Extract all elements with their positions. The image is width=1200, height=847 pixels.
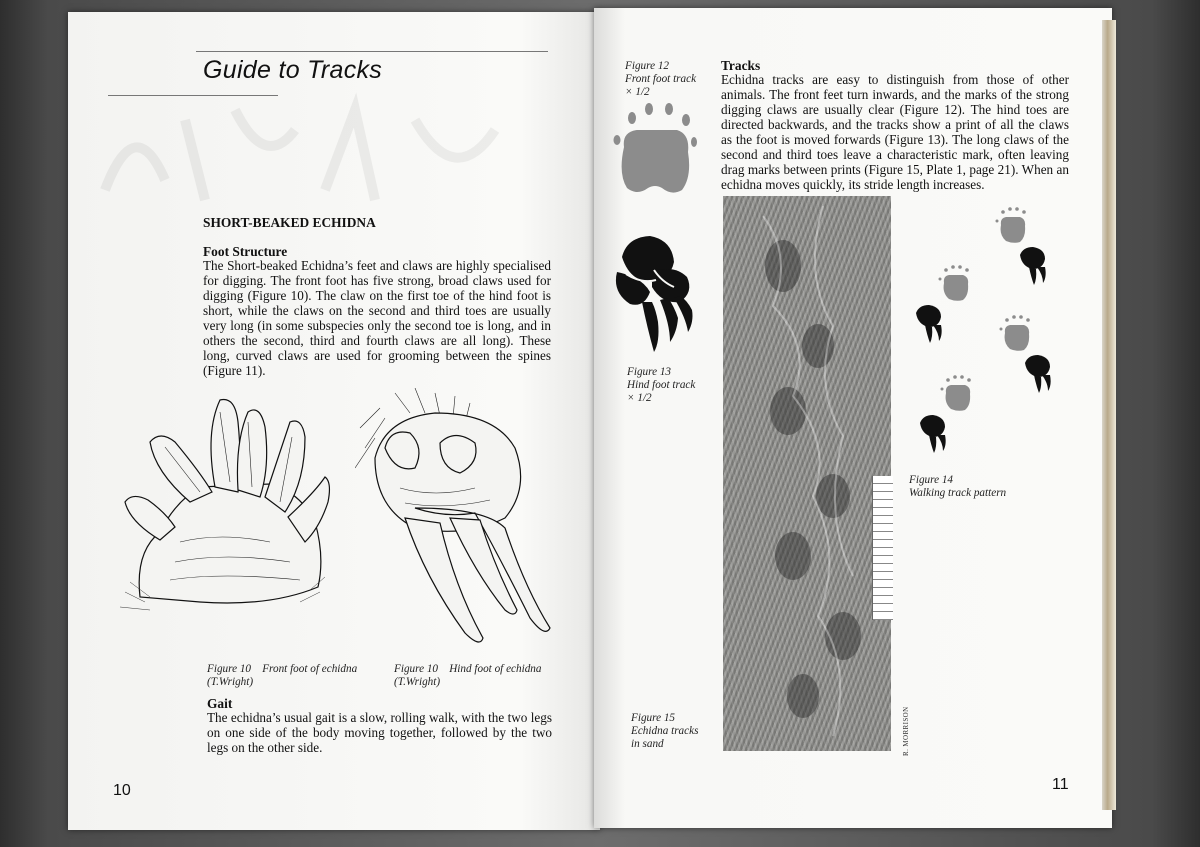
- caption-figure-number: Figure 14: [909, 474, 954, 486]
- caption-title: Walking track pattern: [909, 487, 1007, 499]
- hind-print-2: [916, 305, 942, 343]
- caption-title-cont: in sand: [631, 738, 664, 750]
- caption-figure-number: Figure 12: [625, 60, 670, 72]
- book-edge: [1102, 20, 1116, 810]
- caption-scale: × 1/2: [625, 86, 650, 98]
- page-number-right: 11: [1052, 776, 1069, 793]
- front-print-3: [1000, 315, 1030, 351]
- caption-credit: (T.Wright): [207, 676, 254, 688]
- photo-credit: R. MORRISON: [902, 706, 910, 756]
- hind-foot-track-print: [612, 232, 696, 354]
- sand-track-marks: [723, 196, 891, 751]
- figure-10-hind-caption: [394, 663, 542, 689]
- page-header-title: Guide to Tracks: [203, 56, 383, 84]
- front-print-1: [996, 207, 1026, 243]
- caption-line: Figure 10 Hind foot of echidna: [394, 663, 542, 675]
- page-number-left: 10: [113, 782, 131, 799]
- caption-title: Front foot track: [625, 73, 697, 85]
- gait-text: The echidna’s usual gait is a slow, rolling walk, with the two legs on one side of the body moving together, followed by the two legs on the other side.: [207, 710, 552, 755]
- caption-credit: (T.Wright): [394, 676, 441, 688]
- hind-foot-illustration: [355, 388, 555, 650]
- figure-13-caption: [627, 366, 695, 405]
- caption-title: Echidna tracks: [631, 725, 699, 737]
- front-print-4: [941, 375, 971, 411]
- gait-heading: Gait: [207, 696, 233, 711]
- tracks-text: Echidna tracks are easy to distinguish from those of other animals. The front feet turn inwards, and the marks of the strong digging claws are usually clear (Figure 12). The hind toes are directed backwards, and the tracks show a print of all the claws as the foot is moved forwards (Figure 13). The long claws of the second and third toes leave a characteristic mark, often leaving drag marks between prints (Figure 15, Plate 1, page 21). When an echidna moves quickly, its stride length increases.: [721, 72, 1069, 192]
- photo-credit-wrapper: [898, 700, 912, 760]
- front-foot-illustration: [120, 392, 335, 614]
- caption-scale: × 1/2: [627, 392, 652, 404]
- caption-figure-number: Figure 13: [627, 366, 672, 378]
- hind-print-3: [1025, 355, 1051, 393]
- tracks-heading: Tracks: [721, 58, 761, 73]
- caption-title: Hind foot track: [627, 379, 696, 391]
- header-top-rule: [196, 51, 548, 52]
- foot-structure-heading: Foot Structure: [203, 244, 288, 259]
- caption-figure-number: Figure 15: [631, 712, 676, 724]
- figure-10-front-caption: [207, 663, 357, 689]
- header-bottom-rule: [108, 95, 278, 96]
- scale-ruler: [872, 476, 893, 620]
- figure-12-caption: [625, 60, 696, 99]
- caption-line: Figure 10 Front foot of echidna: [207, 663, 358, 675]
- section-title: SHORT-BEAKED ECHIDNA: [203, 215, 376, 230]
- front-foot-track-print: [612, 102, 698, 198]
- figure-14-caption: [909, 474, 1006, 500]
- foot-structure-text: The Short-beaked Echidna’s feet and claws are highly specialised for digging. The front foot has five strong, broad claws used for digging (Figure 10). The claw on the first toe of the hind foot is short, while the claws on the second and third toes are usually very long (in some subspecies only the second toe is long, and in others the second, third and fourth claws are all long). These long, curved claws are used for grooming between the spines (Figure 11).: [203, 258, 551, 378]
- show-through-watermark: [95, 90, 515, 210]
- hind-print-1: [1020, 247, 1046, 285]
- front-print-2: [939, 265, 969, 301]
- echidna-tracks-photo: [723, 196, 891, 751]
- figure-15-caption: [631, 712, 698, 751]
- walking-track-pattern: [905, 205, 1065, 455]
- hind-print-4: [920, 415, 946, 453]
